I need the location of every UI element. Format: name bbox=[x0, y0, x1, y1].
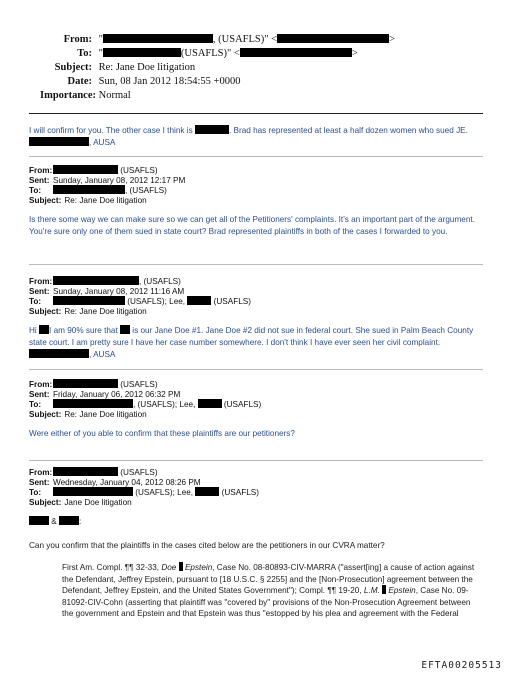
redaction-block bbox=[187, 296, 211, 305]
redaction-block bbox=[240, 48, 352, 57]
email3-to-value-b: (USAFLS) bbox=[223, 400, 262, 410]
redaction-block bbox=[103, 48, 181, 57]
redaction-block bbox=[382, 585, 386, 594]
email1-subject-value: Re: Jane Doe litigation bbox=[64, 195, 147, 205]
email2-body-greeting: Hi bbox=[29, 326, 37, 335]
email3-subject-value: Re: Jane Doe litigation bbox=[64, 409, 147, 419]
redaction-block bbox=[53, 165, 118, 174]
reply-body bbox=[29, 125, 489, 149]
header-subject-value: Re: Jane Doe litigation bbox=[98, 62, 196, 73]
email4-subject-label: Subject: bbox=[29, 497, 62, 507]
email3-meta bbox=[29, 379, 261, 419]
header-from-end: > bbox=[389, 34, 396, 45]
email2-subject-label: Subject: bbox=[29, 306, 62, 316]
redaction-block bbox=[53, 185, 125, 194]
redaction-block bbox=[29, 137, 89, 146]
email3-sent-value: Friday, January 06, 2012 06:32 PM bbox=[53, 389, 181, 399]
email4-from-value: (USAFLS) bbox=[120, 468, 158, 477]
email4-from-label: From: bbox=[29, 468, 53, 477]
email2-sent-value: Sunday, January 08, 2012 11:16 AM bbox=[53, 286, 185, 296]
header-subject bbox=[40, 61, 195, 74]
header-from: From: " , (USAFLS)" < > bbox=[40, 33, 395, 46]
redaction-block bbox=[198, 399, 222, 408]
email1-from-label: From: bbox=[29, 166, 53, 175]
divider bbox=[29, 156, 483, 157]
header-date-label: Date: bbox=[67, 76, 92, 87]
redaction-block bbox=[39, 325, 49, 334]
header-to-label: To: bbox=[77, 48, 92, 59]
email1-sent-label: Sent: bbox=[29, 175, 50, 185]
reply-line1-b: . Brad has represented at least a half dozen women who sued JE. bbox=[228, 126, 468, 135]
redaction-block bbox=[179, 562, 183, 571]
citation-part-1: First Am. Compl. ¶¶ 32-33, bbox=[62, 563, 160, 572]
header-divider bbox=[29, 113, 483, 114]
email3-from-label: From: bbox=[29, 380, 53, 389]
email2-signature: , AUSA bbox=[89, 350, 116, 359]
reply-signature: , AUSA bbox=[89, 138, 116, 147]
email4-question: Can you confirm that the plaintiffs in the cases cited below are the petitioners in our CVRA matter? bbox=[29, 541, 385, 550]
redaction-block bbox=[53, 296, 125, 305]
redaction-block bbox=[53, 276, 139, 285]
email1-sent-value: Sunday, January 08, 2012 12:17 PM bbox=[53, 175, 186, 185]
header-to-mid: (USAFLS)" < bbox=[180, 48, 240, 59]
redaction-block bbox=[120, 325, 130, 334]
email3-from-value: (USAFLS) bbox=[120, 380, 158, 389]
header-to-end: > bbox=[351, 48, 358, 59]
header-to: To: " (USAFLS)" < > bbox=[40, 47, 358, 60]
header-importance-label: Importance: bbox=[40, 90, 96, 101]
email2-sent-label: Sent: bbox=[29, 286, 50, 296]
email1-to-label: To: bbox=[29, 186, 42, 196]
divider bbox=[29, 460, 483, 461]
email2-subject-value: Re: Jane Doe litigation bbox=[64, 306, 147, 316]
email4-greeting-amp: & bbox=[51, 517, 57, 526]
citation-part-3: , Case No. 09-81092-CIV-Cohn (asserting that plaintiff was "covered by" provisions of the Non-Prosecution Agreement between the government and Epstein and that Epstein was thus "estopped by his plea and agreement with the Federal bbox=[62, 586, 471, 619]
email4-greeting bbox=[29, 516, 489, 528]
citation-part-2: , Case No. 08-80893-CIV-MARRA ("assert[ing] a cause of action against the Defendant, Jeffrey Epstein, pursuant to [18 U.S.C. § 2255] and the [Non-Prosecution] agreement between the Defendant, Jeffrey Epstein, and the United States Government"); Compl. ¶¶ 19-20, bbox=[62, 563, 475, 596]
email1-body: Is there some way we can make sure so we can get all of the Petitioners' complaints. It's an important part of the argument. You're sure only one of them sued in state court? Brad represented plaintiffs in both of the cases I forwarded to you. bbox=[29, 215, 475, 236]
email3-to-value-a: , (USAFLS); Lee, bbox=[133, 400, 196, 410]
header-from-mid: , (USAFLS)" < bbox=[212, 34, 278, 45]
reply-line1-a: I will confirm for you. The other case I think is bbox=[29, 126, 193, 135]
email4-to-value-a: (USAFLS); Lee, bbox=[135, 488, 194, 498]
redaction-block bbox=[103, 34, 213, 43]
email2-from-value: , (USAFLS) bbox=[139, 277, 181, 286]
redaction-block bbox=[195, 487, 219, 496]
email3-subject-label: Subject: bbox=[29, 409, 62, 419]
redaction-block bbox=[277, 34, 389, 43]
email2-meta bbox=[29, 276, 251, 316]
citation-doe: Doe bbox=[161, 563, 177, 572]
email2-to-label: To: bbox=[29, 297, 42, 307]
redaction-block bbox=[195, 125, 229, 134]
redaction-block bbox=[53, 467, 118, 476]
email1-subject-label: Subject: bbox=[29, 195, 62, 205]
email3-body: Were either of you able to confirm that these plaintiffs are our petitioners? bbox=[29, 429, 295, 438]
email4-to-label: To: bbox=[29, 488, 42, 498]
email4-meta bbox=[29, 467, 259, 507]
email2-body-c: is our Jane Doe #1. Jane Doe #2 did not sue in federal court. She sued in Palm Beach County state court. I am pretty sure I have her case number somewhere. I don't think I have ever seen her civil complaint. bbox=[29, 326, 474, 347]
email1-meta bbox=[29, 165, 185, 205]
email4-greeting-end: : bbox=[79, 517, 82, 526]
header-importance-value: Normal bbox=[98, 90, 131, 101]
email4-sent-label: Sent: bbox=[29, 477, 50, 487]
header-date-value: Sun, 08 Jan 2012 18:54:55 +0000 bbox=[98, 76, 241, 87]
redaction-block bbox=[53, 487, 133, 496]
header-importance bbox=[40, 89, 131, 102]
email3-to-label: To: bbox=[29, 400, 42, 410]
email1-to-value: , (USAFLS) bbox=[125, 186, 167, 196]
email4-sent-value: Wednesday, January 04, 2012 08:26 PM bbox=[53, 477, 201, 487]
email2-to-value-b: (USAFLS) bbox=[213, 297, 251, 307]
email2-body bbox=[29, 325, 489, 361]
redaction-block bbox=[29, 349, 89, 358]
email4-citation bbox=[62, 562, 482, 620]
redaction-block bbox=[29, 516, 49, 525]
citation-epstein: Epstein bbox=[184, 563, 213, 572]
divider bbox=[29, 369, 483, 370]
redaction-block bbox=[53, 399, 133, 408]
citation-lm: L.M. bbox=[363, 586, 380, 596]
email2-to-value-a: (USAFLS); Lee, bbox=[127, 297, 186, 307]
citation-epstein-2: Epstein bbox=[388, 586, 416, 596]
email4-to-value-b: (USAFLS) bbox=[221, 488, 259, 498]
email3-sent-label: Sent: bbox=[29, 389, 50, 399]
document-id: EFTA00205513 bbox=[421, 660, 502, 671]
email2-body-b: I am 90% sure that bbox=[49, 326, 118, 335]
email2-from-label: From: bbox=[29, 277, 53, 286]
header-from-label: From: bbox=[63, 34, 92, 45]
email4-subject-value: Jane Doe litigation bbox=[64, 497, 132, 507]
header-subject-label: Subject: bbox=[54, 62, 92, 73]
redaction-block bbox=[53, 379, 118, 388]
header-date bbox=[40, 75, 240, 88]
divider bbox=[29, 264, 483, 265]
email1-from-value: (USAFLS) bbox=[120, 166, 158, 175]
redaction-block bbox=[59, 516, 82, 526]
